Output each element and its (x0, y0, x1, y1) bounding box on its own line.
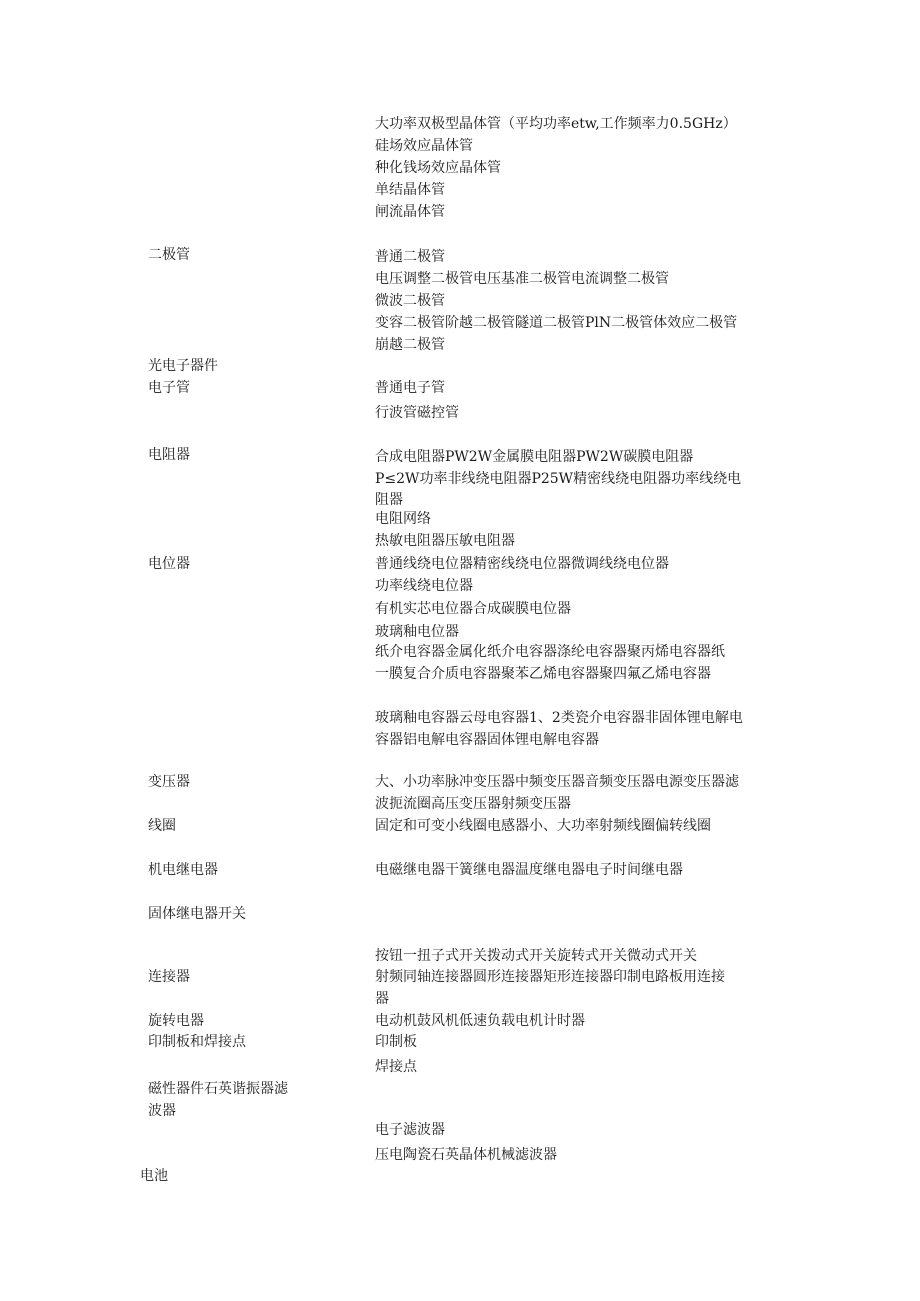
item-text: 大、小功率脉冲变压器中频变压器音频变压器电源变压器滤 (375, 774, 739, 790)
item-text: 单结晶体管 (375, 182, 445, 198)
item-text: 波扼流圈高压变压器射频变压器 (375, 796, 571, 812)
item-text: 热敏电阻器压敏电阻器 (375, 533, 515, 549)
item-text: 硅场效应晶体管 (375, 138, 473, 154)
item-text: 微波二极管 (375, 293, 445, 309)
category-label: 电阻器 (148, 447, 190, 463)
category-label: 线圈 (148, 818, 176, 834)
item-text: P≤2W功率非线绕电阻器P25W精密线绕电阻器功率线绕电 (375, 471, 742, 487)
item-text: 器 (375, 991, 389, 1007)
item-text: 玻璃釉电容器云母电容器1、2类瓷介电容器非固体锂电解电 (375, 710, 743, 726)
item-text: 焊接点 (375, 1059, 417, 1075)
category-label: 波器 (148, 1103, 176, 1119)
item-text: 纸介电容器金属化纸介电容器涤纶电容器聚丙烯电容器纸 (375, 644, 725, 660)
category-label: 变压器 (148, 774, 190, 790)
category-label: 磁性器件石英谐振器滤 (148, 1081, 288, 1097)
item-text: 电压调整二极管电压基准二极管电流调整二极管 (375, 271, 669, 287)
item-text: 闸流晶体管 (375, 204, 445, 220)
item-text: 种化钱场效应晶体管 (375, 160, 501, 176)
item-text: 按钮一扭子式开关拨动式开关旋转式开关微动式开关 (375, 948, 697, 964)
category-label: 机电继电器 (148, 862, 218, 878)
item-text: 电磁继电器干簧继电器温度继电器电子时间继电器 (375, 862, 683, 878)
category-label: 电池 (140, 1168, 168, 1184)
item-text: 压电陶瓷石英晶体机械滤波器 (375, 1147, 557, 1163)
item-text: 固定和可变小线圈电感器小、大功率射频线圈偏转线圈 (375, 818, 711, 834)
item-text: 印制板 (375, 1034, 417, 1050)
item-text: 射频同轴连接器圆形连接器矩形连接器印制电路板用连接 (375, 969, 725, 985)
category-label: 电位器 (148, 556, 190, 572)
item-text: 有机实芯电位器合成碳膜电位器 (375, 601, 571, 617)
item-text: 电子滤波器 (375, 1122, 445, 1138)
item-text: 电阻网络 (375, 511, 431, 527)
category-label: 电子管 (148, 380, 190, 396)
category-label: 二极管 (148, 247, 190, 263)
item-text: 功率线绕电位器 (375, 578, 473, 594)
item-text: 普通线绕电位器精密线绕电位器微调线绕电位器 (375, 556, 669, 572)
item-text: 容器铝电解电容器固体锂电解电容器 (375, 732, 599, 748)
item-text: 行波管磁控管 (375, 405, 459, 421)
category-label: 印制板和焊接点 (148, 1034, 246, 1050)
item-text: 一膜复合介质电容器聚苯乙烯电容器聚四氟乙烯电容器 (375, 666, 711, 682)
category-label: 固体继电器开关 (148, 906, 246, 922)
item-text: 阻器 (375, 492, 403, 508)
item-text: 电动机鼓风机低速负载电机计时器 (375, 1013, 585, 1029)
item-text: 变容二极管阶越二极管隧道二极管PlN二极管体效应二极管 (375, 315, 738, 331)
item-text: 玻璃釉电位器 (375, 624, 459, 640)
category-label: 光电子器件 (148, 358, 218, 374)
item-text: 普通电子管 (375, 380, 445, 396)
item-text: 普通二极管 (375, 249, 445, 265)
category-label: 连接器 (148, 969, 190, 985)
category-label: 旋转电器 (148, 1013, 204, 1029)
item-text: 崩越二极管 (375, 337, 445, 353)
item-text: 大功率双极型晶体管（平均功率etw,工作频率力0.5GHz） (375, 116, 737, 132)
item-text: 合成电阻器PW2W金属膜电阻器PW2W碳膜电阻器 (375, 449, 694, 465)
